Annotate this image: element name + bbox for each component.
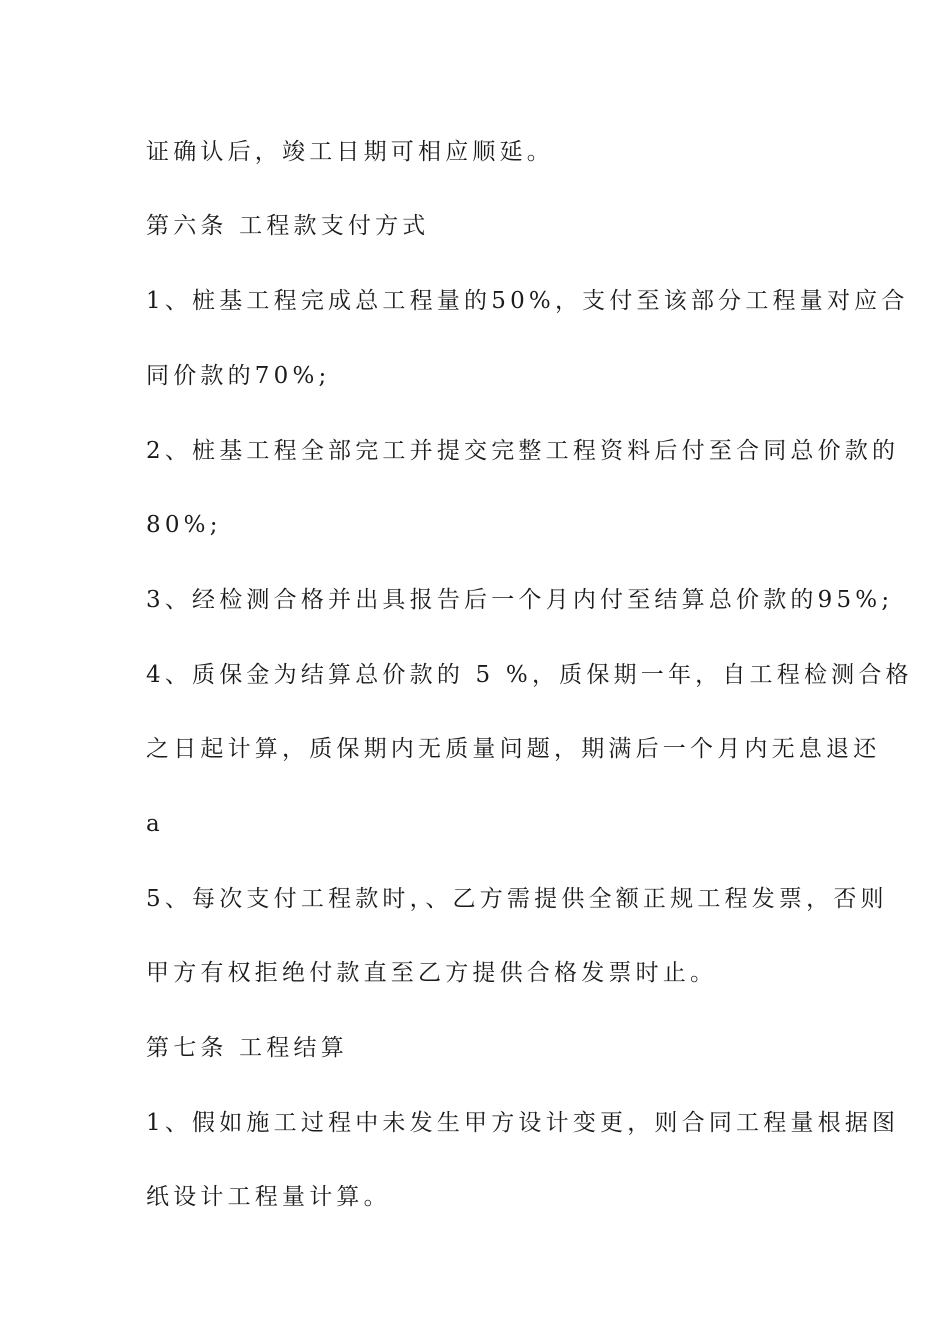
paragraph-line: 3、经检测合格并出具报告后一个月内付至结算总价款的95%; bbox=[146, 587, 894, 613]
paragraph-line: 纸设计工程量计算。 bbox=[146, 1184, 391, 1210]
paragraph-line: 之日起计算，质保期内无质量问题，期满后一个月内无息退还 bbox=[146, 736, 881, 762]
paragraph-line: a bbox=[146, 811, 164, 837]
paragraph-line: 5、每次支付工程款时，、乙方需提供全额正规工程发票，否则 bbox=[146, 886, 888, 912]
paragraph-line: 1、桩基工程完成总工程量的50%，支付至该部分工程量对应合 bbox=[146, 288, 909, 314]
paragraph-line: 证确认后，竣工日期可相应顺延。 bbox=[146, 139, 554, 165]
paragraph-line: 4、质保金为结算总价款的 5 %，质保期一年，自工程检测合格 bbox=[146, 662, 913, 688]
section-heading-article-6: 第六条 工程款支付方式 bbox=[146, 213, 430, 239]
paragraph-line: 2、桩基工程全部完工并提交完整工程资料后付至合同总价款的 bbox=[146, 438, 900, 464]
section-heading-article-7: 第七条 工程结算 bbox=[146, 1035, 348, 1061]
paragraph-line: 甲方有权拒绝付款直至乙方提供合格发票时止。 bbox=[146, 960, 718, 986]
paragraph-line: 80%; bbox=[146, 512, 222, 538]
paragraph-line: 1、假如施工过程中未发生甲方设计变更，则合同工程量根据图 bbox=[146, 1110, 900, 1136]
paragraph-line: 同价款的70%; bbox=[146, 363, 331, 389]
